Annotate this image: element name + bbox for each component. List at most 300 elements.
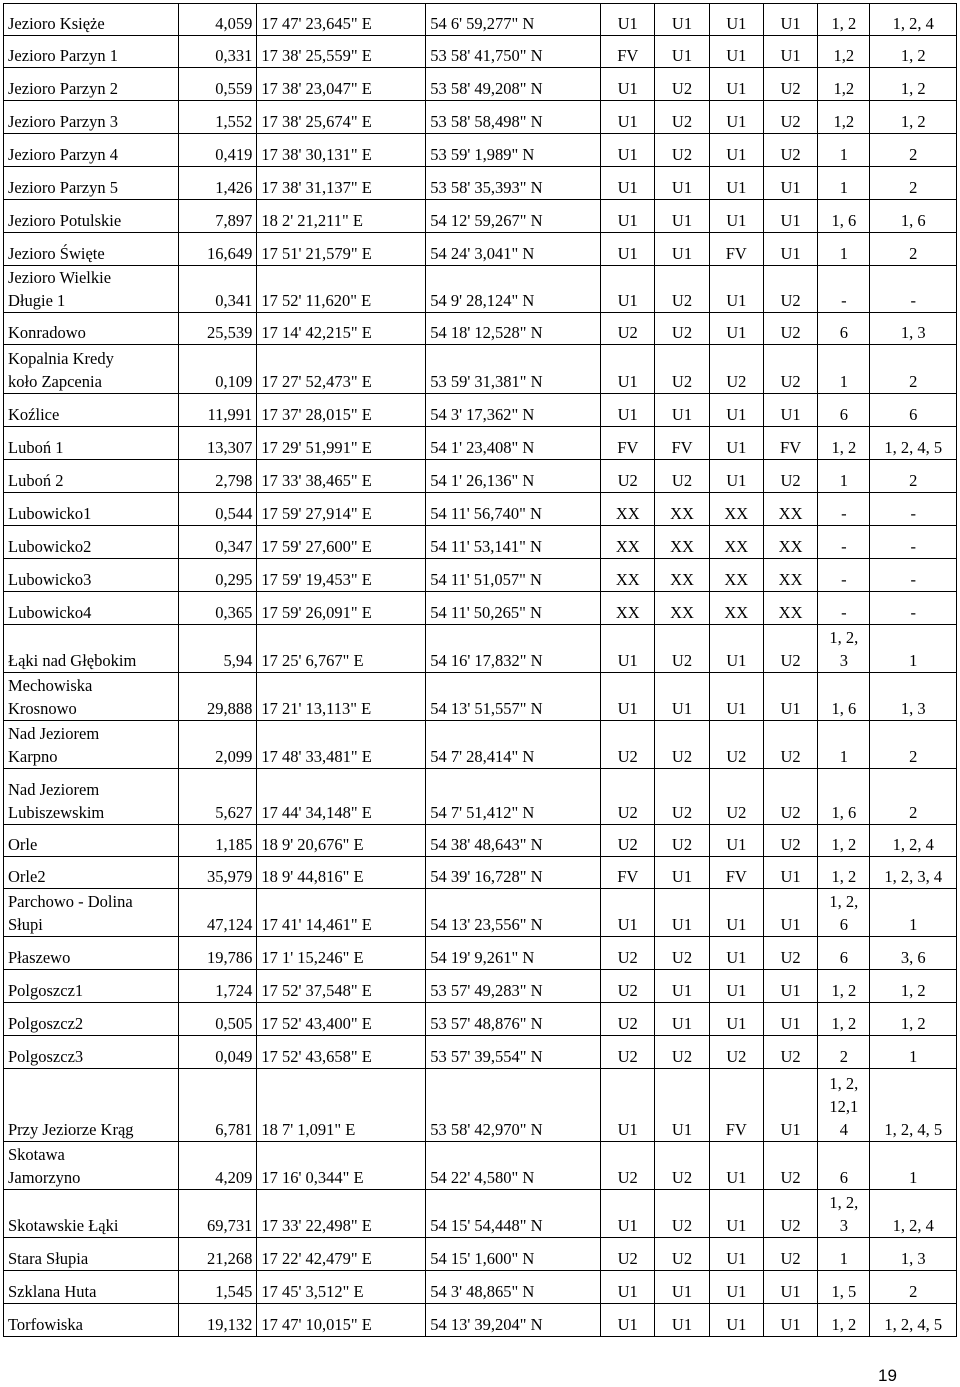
table-cell: U1 [655, 36, 709, 68]
table-cell: 17 25' 6,767" E [257, 625, 426, 673]
table-cell: 54 9' 28,124" N [426, 266, 601, 313]
table-row [4, 313, 957, 345]
table-cell: 2 [870, 769, 957, 825]
table-cell: U1 [655, 1003, 709, 1036]
table-cell: 6 [818, 313, 870, 345]
table-cell: Jezioro Parzyn 4 [4, 134, 179, 167]
table-cell: U2 [655, 769, 709, 825]
table-cell: 1, 2, 4, 5 [870, 1069, 957, 1142]
table-cell: Jezioro Wielkie Długie 1 [4, 266, 179, 313]
table-cell: Lubowicko3 [4, 559, 179, 592]
table-cell: XX [763, 493, 817, 526]
table-cell: Stara Słupia [4, 1238, 179, 1271]
table-cell: 17 33' 38,465" E [257, 460, 426, 493]
table-cell: 18 7' 1,091" E [257, 1069, 426, 1142]
table-cell: 0,109 [178, 345, 256, 394]
table-cell: U2 [601, 937, 655, 970]
table-cell: U1 [709, 101, 763, 134]
table-cell: 47,124 [178, 889, 256, 937]
table-cell: U1 [709, 134, 763, 167]
table-cell: U1 [601, 673, 655, 721]
table-cell: U1 [763, 889, 817, 937]
table-cell: Mechowiska Krosnowo [4, 673, 179, 721]
table-row [4, 167, 957, 200]
table-cell: 53 58' 42,970" N [426, 1069, 601, 1142]
table-row [4, 4, 957, 36]
table-cell: 1, 2 [870, 36, 957, 68]
table-cell: U2 [763, 68, 817, 101]
table-row [4, 1069, 957, 1142]
table-cell: Polgoszcz3 [4, 1036, 179, 1069]
table-cell: 0,544 [178, 493, 256, 526]
table-cell: 17 52' 43,400" E [257, 1003, 426, 1036]
table-cell: 1, 6 [818, 200, 870, 233]
table-cell: 1, 2, 3 [818, 625, 870, 673]
table-cell: Jezioro Potulskie [4, 200, 179, 233]
table-cell: U2 [655, 266, 709, 313]
table-cell: XX [709, 493, 763, 526]
table-cell: 17 51' 21,579" E [257, 233, 426, 266]
table-cell: U1 [655, 889, 709, 937]
sites-table [3, 3, 957, 1337]
table-cell: U2 [655, 460, 709, 493]
table-cell: U1 [763, 1069, 817, 1142]
table-row [4, 889, 957, 937]
table-cell: Jezioro Parzyn 5 [4, 167, 179, 200]
table-cell: U1 [655, 233, 709, 266]
table-cell: U2 [655, 1238, 709, 1271]
table-cell: U1 [763, 1304, 817, 1337]
table-cell: 5,94 [178, 625, 256, 673]
table-cell: 6 [818, 937, 870, 970]
table-cell: Łąki nad Głębokim [4, 625, 179, 673]
table-cell: Szklana Huta [4, 1271, 179, 1304]
table-cell: 54 11' 53,141" N [426, 526, 601, 559]
table-cell: U1 [709, 1304, 763, 1337]
table-cell: 2 [870, 460, 957, 493]
table-cell: U2 [763, 266, 817, 313]
table-cell: U1 [709, 394, 763, 427]
table-cell: 18 2' 21,211" E [257, 200, 426, 233]
table-cell: U1 [655, 1069, 709, 1142]
table-cell: 54 13' 51,557" N [426, 673, 601, 721]
table-cell: U2 [763, 1036, 817, 1069]
table-cell: 17 27' 52,473" E [257, 345, 426, 394]
table-cell: U2 [655, 1190, 709, 1238]
table-cell: U2 [655, 825, 709, 857]
table-cell: 1, 2, 3 [818, 1190, 870, 1238]
table-cell: 1, 2 [818, 1304, 870, 1337]
table-cell: 54 7' 51,412" N [426, 769, 601, 825]
table-cell: U1 [655, 4, 709, 36]
table-cell: 2,798 [178, 460, 256, 493]
table-cell: 17 41' 14,461" E [257, 889, 426, 937]
table-row [4, 825, 957, 857]
table-cell: 1, 2, 4 [870, 825, 957, 857]
table-cell: 53 57' 48,876" N [426, 1003, 601, 1036]
table-cell: U2 [763, 937, 817, 970]
table-cell: U1 [655, 167, 709, 200]
table-cell: U1 [709, 4, 763, 36]
table-cell: 17 59' 27,600" E [257, 526, 426, 559]
table-cell: 1, 2 [818, 970, 870, 1003]
table-cell: 17 38' 30,131" E [257, 134, 426, 167]
table-cell: 6 [818, 394, 870, 427]
table-cell: U1 [709, 1271, 763, 1304]
table-cell: 0,419 [178, 134, 256, 167]
table-row [4, 937, 957, 970]
table-cell: 19,786 [178, 937, 256, 970]
table-cell: U2 [655, 313, 709, 345]
table-cell: U1 [709, 1142, 763, 1190]
table-cell: Jezioro Parzyn 3 [4, 101, 179, 134]
table-cell: 3, 6 [870, 937, 957, 970]
table-row [4, 394, 957, 427]
table-cell: 54 16' 17,832" N [426, 625, 601, 673]
table-cell: 54 13' 39,204" N [426, 1304, 601, 1337]
table-cell: XX [601, 493, 655, 526]
table-cell: U2 [601, 769, 655, 825]
table-cell: 35,979 [178, 857, 256, 889]
table-row [4, 266, 957, 313]
table-cell: U2 [601, 970, 655, 1003]
table-cell: U1 [709, 889, 763, 937]
table-cell: 25,539 [178, 313, 256, 345]
table-cell: Nad Jeziorem Lubiszewskim [4, 769, 179, 825]
table-cell: 54 39' 16,728" N [426, 857, 601, 889]
table-cell: 1 [818, 167, 870, 200]
table-cell: 0,365 [178, 592, 256, 625]
table-cell: 2 [870, 345, 957, 394]
table-cell: 53 58' 41,750" N [426, 36, 601, 68]
table-cell: U1 [709, 68, 763, 101]
table-cell: - [870, 592, 957, 625]
table-cell: 17 44' 34,148" E [257, 769, 426, 825]
table-row [4, 769, 957, 825]
table-cell: U1 [763, 1003, 817, 1036]
table-cell: 0,341 [178, 266, 256, 313]
table-cell: U1 [601, 394, 655, 427]
table-cell: U2 [763, 460, 817, 493]
table-cell: U2 [763, 313, 817, 345]
table-cell: U1 [601, 167, 655, 200]
table-cell: U1 [763, 36, 817, 68]
table-cell: 1, 5 [818, 1271, 870, 1304]
table-cell: U1 [709, 167, 763, 200]
table-cell: 6 [870, 394, 957, 427]
table-cell: Nad Jeziorem Karpno [4, 721, 179, 769]
table-cell: 54 1' 26,136" N [426, 460, 601, 493]
table-cell: U1 [763, 970, 817, 1003]
table-row [4, 592, 957, 625]
table-cell: Orle2 [4, 857, 179, 889]
table-cell: U2 [601, 1003, 655, 1036]
page-number: 19 [878, 1366, 897, 1385]
table-cell: 6 [818, 1142, 870, 1190]
table-cell: U1 [601, 625, 655, 673]
table-cell: 54 11' 56,740" N [426, 493, 601, 526]
table-cell: U1 [709, 673, 763, 721]
table-cell: U1 [709, 937, 763, 970]
table-row [4, 970, 957, 1003]
table-cell: 2 [870, 134, 957, 167]
table-cell: 1,2 [818, 36, 870, 68]
table-cell: 1, 2, 4 [870, 1190, 957, 1238]
table-cell: U2 [601, 1142, 655, 1190]
table-cell: U1 [709, 266, 763, 313]
table-cell: U1 [709, 1003, 763, 1036]
table-row [4, 345, 957, 394]
table-cell: U1 [655, 970, 709, 1003]
table-cell: 1 [818, 721, 870, 769]
table-cell: FV [601, 427, 655, 460]
table-cell: Jezioro Parzyn 2 [4, 68, 179, 101]
table-cell: 4,059 [178, 4, 256, 36]
table-cell: 2 [818, 1036, 870, 1069]
table-cell: 69,731 [178, 1190, 256, 1238]
table-cell: XX [601, 526, 655, 559]
table-cell: U2 [763, 625, 817, 673]
table-cell: XX [655, 526, 709, 559]
table-cell: U2 [601, 721, 655, 769]
table-cell: 1,724 [178, 970, 256, 1003]
table-cell: 2,099 [178, 721, 256, 769]
table-cell: 17 38' 25,674" E [257, 101, 426, 134]
table-cell: Luboń 1 [4, 427, 179, 460]
table-cell: U2 [601, 313, 655, 345]
table-cell: 29,888 [178, 673, 256, 721]
table-cell: 0,347 [178, 526, 256, 559]
table-cell: - [870, 493, 957, 526]
table-cell: 0,295 [178, 559, 256, 592]
table-cell: - [870, 526, 957, 559]
table-cell: 54 11' 51,057" N [426, 559, 601, 592]
table-cell: 17 38' 23,047" E [257, 68, 426, 101]
table-cell: 1, 2 [870, 101, 957, 134]
table-row [4, 1036, 957, 1069]
table-cell: 2 [870, 721, 957, 769]
table-cell: U2 [763, 825, 817, 857]
table-row [4, 460, 957, 493]
table-cell: XX [763, 592, 817, 625]
table-cell: Konradowo [4, 313, 179, 345]
table-row [4, 134, 957, 167]
table-cell: 1 [818, 345, 870, 394]
table-cell: 53 57' 49,283" N [426, 970, 601, 1003]
table-cell: U1 [709, 460, 763, 493]
table-cell: 17 45' 3,512" E [257, 1271, 426, 1304]
table-cell: 2 [870, 167, 957, 200]
table-cell: U1 [655, 394, 709, 427]
table-cell: FV [601, 36, 655, 68]
table-cell: 6,781 [178, 1069, 256, 1142]
table-cell: U1 [601, 345, 655, 394]
table-cell: FV [601, 857, 655, 889]
table-cell: 17 1' 15,246" E [257, 937, 426, 970]
table-row [4, 1190, 957, 1238]
table-cell: 17 22' 42,479" E [257, 1238, 426, 1271]
table-cell: 17 14' 42,215" E [257, 313, 426, 345]
table-cell: 54 18' 12,528" N [426, 313, 601, 345]
table-cell: 4,209 [178, 1142, 256, 1190]
table-cell: Jezioro Parzyn 1 [4, 36, 179, 68]
table-cell: U1 [601, 1304, 655, 1337]
table-cell: 17 59' 19,453" E [257, 559, 426, 592]
table-cell: XX [655, 493, 709, 526]
table-cell: U1 [709, 625, 763, 673]
table-cell: XX [763, 559, 817, 592]
table-cell: 17 38' 25,559" E [257, 36, 426, 68]
table-cell: 54 6' 59,277" N [426, 4, 601, 36]
table-row [4, 1238, 957, 1271]
table-cell: U1 [601, 134, 655, 167]
table-cell: 1, 2 [818, 857, 870, 889]
table-cell: U1 [709, 200, 763, 233]
table-cell: 17 33' 22,498" E [257, 1190, 426, 1238]
table-cell: U1 [601, 101, 655, 134]
table-cell: - [870, 266, 957, 313]
table-cell: 17 21' 13,113" E [257, 673, 426, 721]
table-cell: U2 [601, 460, 655, 493]
table-cell: 54 22' 4,580" N [426, 1142, 601, 1190]
table-cell: U1 [601, 233, 655, 266]
table-row [4, 200, 957, 233]
table-cell: U1 [763, 673, 817, 721]
table-row [4, 1304, 957, 1337]
table-cell: 16,649 [178, 233, 256, 266]
table-row [4, 36, 957, 68]
table-cell: 1 [870, 1036, 957, 1069]
table-cell: XX [655, 559, 709, 592]
table-cell: U1 [655, 1304, 709, 1337]
table-cell: 17 52' 43,658" E [257, 1036, 426, 1069]
table-cell: 17 59' 27,914" E [257, 493, 426, 526]
table-cell: 1,552 [178, 101, 256, 134]
table-cell: Kopalnia Kredy koło Zapcenia [4, 345, 179, 394]
table-cell: 1, 2 [870, 970, 957, 1003]
table-row [4, 857, 957, 889]
table-cell: 1, 2 [818, 4, 870, 36]
table-cell: U2 [655, 625, 709, 673]
table-cell: Jezioro Święte [4, 233, 179, 266]
table-row [4, 526, 957, 559]
table-cell: U1 [763, 857, 817, 889]
table-cell: 1,426 [178, 167, 256, 200]
table-cell: U2 [763, 101, 817, 134]
table-cell: 1, 3 [870, 673, 957, 721]
table-cell: U1 [601, 68, 655, 101]
table-cell: U2 [709, 721, 763, 769]
table-cell: Lubowicko4 [4, 592, 179, 625]
table-cell: XX [601, 559, 655, 592]
table-cell: Luboń 2 [4, 460, 179, 493]
table-cell: 54 13' 23,556" N [426, 889, 601, 937]
table-cell: 0,331 [178, 36, 256, 68]
table-cell: 1,185 [178, 825, 256, 857]
table-row [4, 721, 957, 769]
table-cell: 54 3' 17,362" N [426, 394, 601, 427]
table-cell: - [818, 526, 870, 559]
table-cell: 1, 2 [818, 1003, 870, 1036]
table-cell: XX [601, 592, 655, 625]
table-cell: Polgoszcz2 [4, 1003, 179, 1036]
table-cell: U2 [763, 1190, 817, 1238]
table-cell: U1 [709, 970, 763, 1003]
table-cell: U2 [655, 68, 709, 101]
table-cell: U1 [763, 233, 817, 266]
table-cell: 1, 2 [818, 427, 870, 460]
table-row [4, 673, 957, 721]
table-cell: 18 9' 44,816" E [257, 857, 426, 889]
table-cell: Skotawa Jamorzyno [4, 1142, 179, 1190]
table-cell: 53 58' 35,393" N [426, 167, 601, 200]
table-cell: 53 59' 31,381" N [426, 345, 601, 394]
table-cell: FV [709, 857, 763, 889]
table-cell: 21,268 [178, 1238, 256, 1271]
table-cell: XX [655, 592, 709, 625]
table-cell: 17 47' 23,645" E [257, 4, 426, 36]
table-cell: U2 [655, 101, 709, 134]
table-cell: - [818, 266, 870, 313]
table-row [4, 493, 957, 526]
table-cell: 7,897 [178, 200, 256, 233]
table-cell: U1 [763, 167, 817, 200]
table-cell: - [818, 592, 870, 625]
table-cell: 1 [870, 1142, 957, 1190]
table-cell: FV [763, 427, 817, 460]
table-cell: 17 29' 51,991" E [257, 427, 426, 460]
table-cell: FV [709, 1069, 763, 1142]
table-cell: 54 24' 3,041" N [426, 233, 601, 266]
table-cell: 1 [818, 460, 870, 493]
table-cell: 1 [870, 889, 957, 937]
table-row [4, 559, 957, 592]
table-cell: U1 [763, 200, 817, 233]
table-cell: 1, 2 [870, 68, 957, 101]
table-cell: 54 15' 1,600" N [426, 1238, 601, 1271]
table-cell: U1 [655, 673, 709, 721]
table-cell: Jezioro Księże [4, 4, 179, 36]
table-cell: U2 [655, 721, 709, 769]
table-cell: 1, 2, 6 [818, 889, 870, 937]
table-cell: 17 37' 28,015" E [257, 394, 426, 427]
table-cell: U2 [763, 134, 817, 167]
table-cell: U1 [601, 889, 655, 937]
table-cell: U2 [601, 1036, 655, 1069]
table-cell: 1,545 [178, 1271, 256, 1304]
table-cell: U1 [655, 200, 709, 233]
table-cell: 1, 2, 4, 5 [870, 1304, 957, 1337]
table-cell: U1 [709, 427, 763, 460]
table-cell: Polgoszcz1 [4, 970, 179, 1003]
table-cell: 54 38' 48,643" N [426, 825, 601, 857]
table-cell: U1 [709, 313, 763, 345]
table-cell: U2 [763, 345, 817, 394]
table-cell: Płaszewo [4, 937, 179, 970]
table-cell: 11,991 [178, 394, 256, 427]
table-cell: 18 9' 20,676" E [257, 825, 426, 857]
table-cell: 54 3' 48,865" N [426, 1271, 601, 1304]
table-row [4, 427, 957, 460]
table-row [4, 68, 957, 101]
table-cell: U2 [709, 769, 763, 825]
table-cell: U2 [601, 825, 655, 857]
table-cell: 0,049 [178, 1036, 256, 1069]
table-cell: Koźlice [4, 394, 179, 427]
table-cell: 54 15' 54,448" N [426, 1190, 601, 1238]
table-cell: U1 [655, 1271, 709, 1304]
table-cell: U1 [601, 4, 655, 36]
